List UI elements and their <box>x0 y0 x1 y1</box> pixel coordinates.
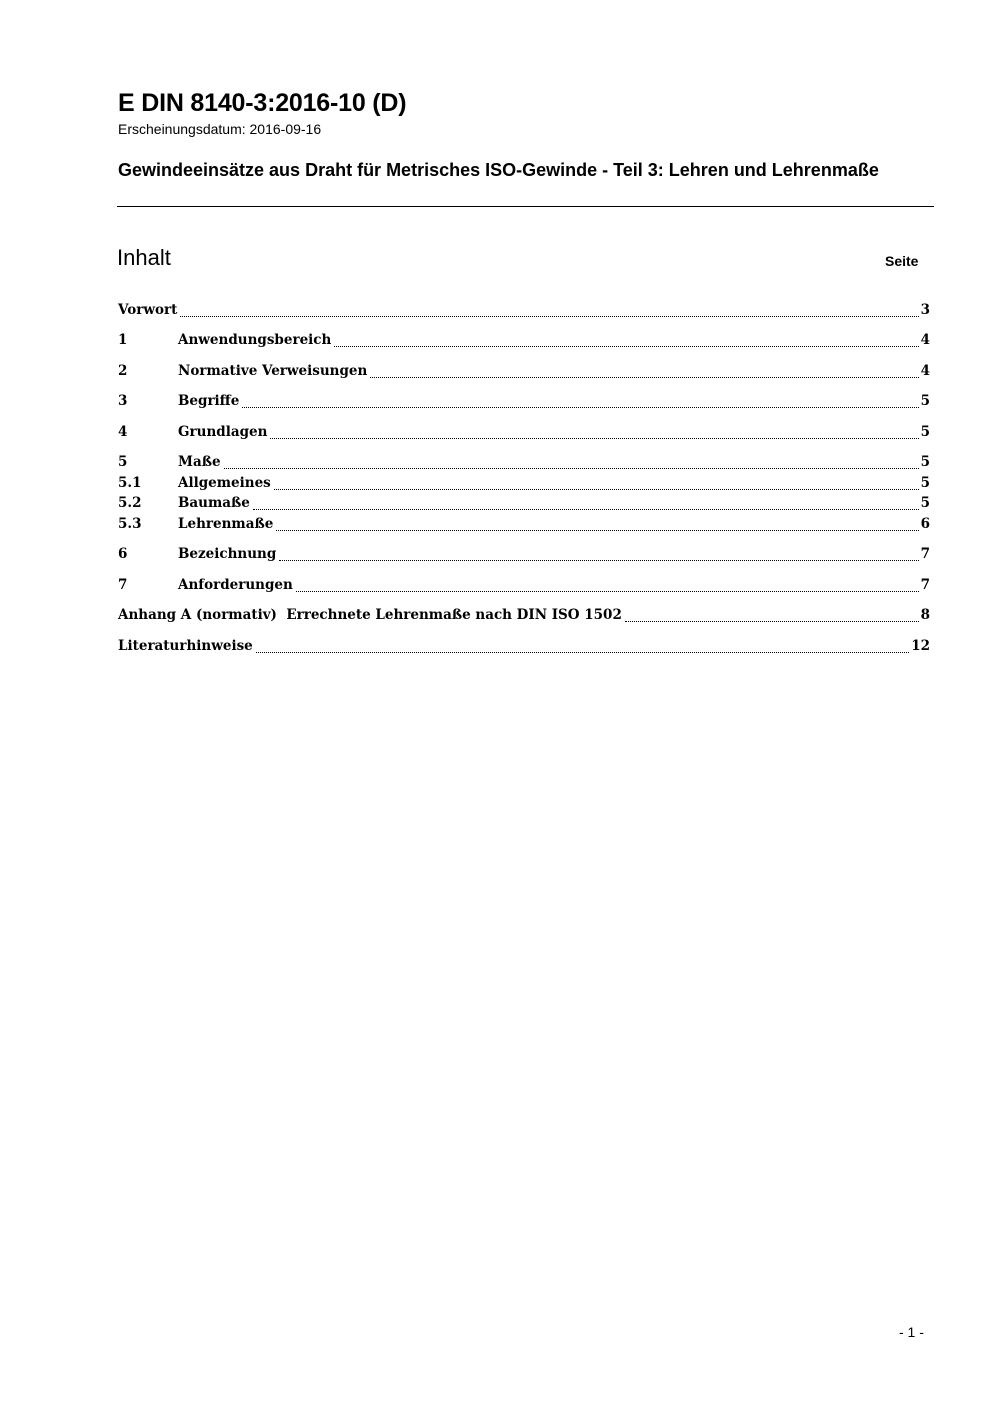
toc-dot-leader <box>256 651 909 653</box>
page-number: - 1 - <box>899 1324 924 1340</box>
toc-entry-page: 12 <box>911 638 930 654</box>
toc-entry-text: Anhang A (normativ) Errechnete Lehrenmaße nach DIN ISO 1502 <box>118 607 622 623</box>
toc-dot-leader <box>276 529 918 531</box>
toc-entry-7[interactable] <box>118 577 930 597</box>
toc-entry-number: 4 <box>118 424 128 440</box>
toc-dot-leader <box>279 559 918 561</box>
toc-entry-page: 4 <box>920 363 930 379</box>
toc-entry-page: 5 <box>920 495 930 511</box>
table-of-contents <box>118 0 930 700</box>
toc-entry-number: 5.2 <box>118 495 142 511</box>
toc-entry-page: 5 <box>920 393 930 409</box>
toc-entry-page: 6 <box>920 516 930 532</box>
toc-entry-number: 1 <box>118 332 128 348</box>
toc-entry-5-2[interactable] <box>118 495 930 515</box>
toc-entry-bibliography[interactable] <box>118 638 930 658</box>
toc-entry-2[interactable] <box>118 363 930 383</box>
toc-entry-page: 7 <box>920 546 930 562</box>
toc-entry-text: Anwendungsbereich <box>178 332 332 348</box>
toc-entry-3[interactable] <box>118 393 930 413</box>
toc-entry-text: Lehrenmaße <box>178 516 274 532</box>
toc-entry-number: 5 <box>118 454 128 470</box>
toc-entry-page: 5 <box>920 454 930 470</box>
toc-dot-leader <box>270 437 918 439</box>
toc-entry-page: 8 <box>920 607 930 623</box>
toc-dot-leader <box>180 315 918 317</box>
toc-entry-number: 5.3 <box>118 516 142 532</box>
toc-entry-number: 2 <box>118 363 128 379</box>
toc-entry-text: Bezeichnung <box>178 546 277 562</box>
toc-entry-vorwort[interactable] <box>118 302 930 322</box>
publication-date: Erscheinungsdatum: 2016-09-16 <box>118 121 322 137</box>
toc-entry-number: 7 <box>118 577 128 593</box>
toc-dot-leader <box>253 508 919 510</box>
toc-entry-text: Vorwort <box>118 302 178 318</box>
toc-entry-page: 3 <box>920 302 930 318</box>
toc-entry-annex-a[interactable] <box>118 607 930 627</box>
page-column-label: Seite <box>885 253 919 269</box>
toc-entry-number: 3 <box>118 393 128 409</box>
toc-entry-page: 4 <box>920 332 930 348</box>
toc-dot-leader <box>274 488 919 490</box>
toc-heading: Inhalt <box>117 245 171 270</box>
toc-entry-text: Grundlagen <box>178 424 268 440</box>
toc-dot-leader <box>334 345 918 347</box>
toc-entry-text: Literaturhinweise <box>118 638 253 654</box>
toc-entry-5[interactable] <box>118 454 930 474</box>
toc-dot-leader <box>625 620 919 622</box>
toc-entry-text: Allgemeines <box>178 475 271 491</box>
toc-entry-4[interactable] <box>118 424 930 444</box>
toc-dot-leader <box>296 590 919 592</box>
document-title: Gewindeeinsätze aus Draht für Metrisches ISO-Gewinde - Teil 3: Lehren und Lehrenmaße <box>118 160 879 180</box>
toc-entry-number: 5.1 <box>118 475 142 491</box>
toc-entry-page: 5 <box>920 475 930 491</box>
document-id: E DIN 8140-3:2016-10 (D) <box>118 89 407 117</box>
toc-entry-text: Anforderungen <box>178 577 293 593</box>
toc-entry-text: Begriffe <box>178 393 240 409</box>
toc-entry-1[interactable] <box>118 332 930 352</box>
toc-entry-text: Baumaße <box>178 495 250 511</box>
toc-entry-5-1[interactable] <box>118 475 930 495</box>
toc-entry-text: Normative Verweisungen <box>178 363 368 379</box>
toc-entry-text: Maße <box>178 454 221 470</box>
toc-dot-leader <box>370 376 918 378</box>
toc-dot-leader <box>242 406 918 408</box>
toc-entry-page: 5 <box>920 424 930 440</box>
toc-entry-number: 6 <box>118 546 128 562</box>
toc-entry-page: 7 <box>920 577 930 593</box>
toc-dot-leader <box>224 467 919 469</box>
toc-entry-6[interactable] <box>118 546 930 566</box>
toc-entry-5-3[interactable] <box>118 516 930 536</box>
